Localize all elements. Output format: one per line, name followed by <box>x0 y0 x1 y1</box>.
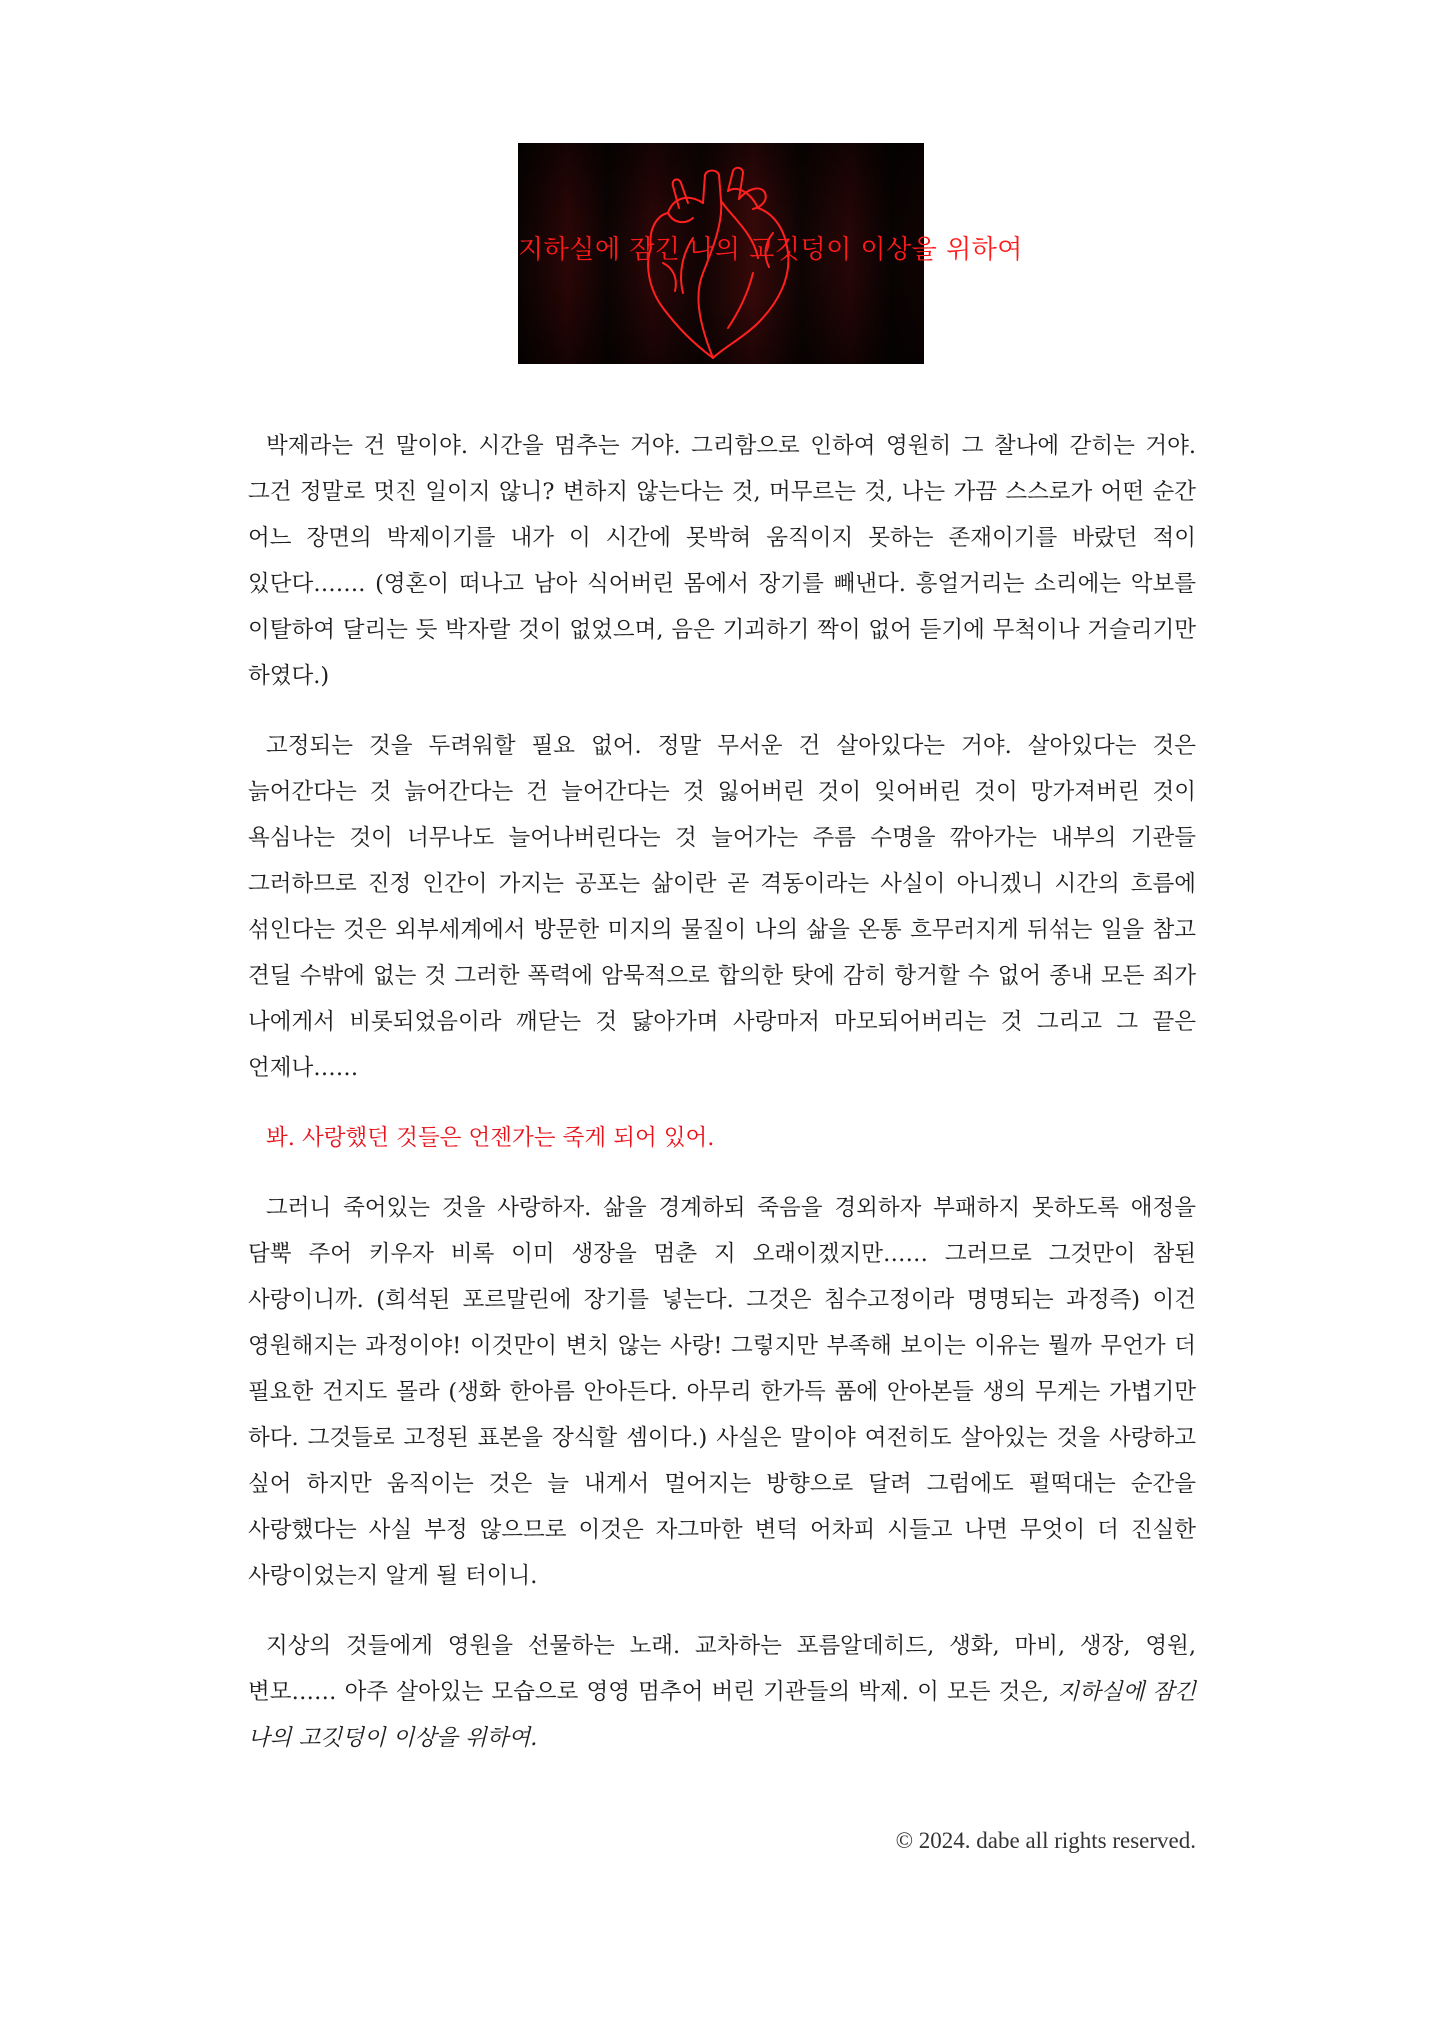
paragraph-3-highlight: 봐. 사랑했던 것들은 언젠가는 죽게 되어 있어. <box>266 1125 715 1151</box>
paragraph-5-emphasis: 지하실에 잠긴 나의 고깃덩이 이상을 위하여. <box>248 1679 1197 1751</box>
copyright-notice: © 2024. dabe all rights reserved. <box>895 1828 1196 1853</box>
paragraph-2: 고정되는 것을 두려워할 필요 없어. 정말 무서운 건 살아있다는 거야. 살아있다는 것은 늙어간다는 것 늙어간다는 건 늘어간다는 것 잃어버린 것이 잊어버린 것이 망가져버린 것이 욕심나는 것이 너무나도 늘어나버린다는 것 늘어가는 주름 수명을 깎아가는 내부의 기관들 그러하므로 진정 인간이 가지는 공포는 삶이란 곧 격동이라는 사실이 아니겠니 시간의 흐름에 섞인다는 것은 외부세계에서 방문한 미지의 물질이 나의 삶을 온통 흐무러지게 뒤섞는 일을 참고 견딜 수밖에 없는 것 그러한 폭력에 암묵적으로 합의한 탓에 감히 항거할 수 없어 종내 모든 죄가 나에게서 비롯되었음이라 깨닫는 것 닳아가며 사랑마저 마모되어버리는 것 그리고 그 끝은 언제나…… <box>248 733 1196 1081</box>
story-body <box>248 423 1196 1761</box>
paragraph-4: 그러니 죽어있는 것을 사랑하자. 삶을 경계하되 죽음을 경외하자 부패하지 못하도록 애정을 담뿍 주어 키우자 비록 이미 생장을 멈춘 지 오래이겠지만…… 그러므로 그것만이 참된 사랑이니까. (희석된 포르말린에 장기를 넣는다. 그것은 침수고정이라 명명되는 과정즉) 이건 영원해지는 과정이야! 이것만이 변치 않는 사랑! 그렇지만 부족해 보이는 이유는 뭘까 무언가 더 필요한 건지도 몰라 (생화 한아름 안아든다. 아무리 한가득 품에 안아본들 생의 무게는 가볍기만 하다. 그것들로 고정된 표본을 장식할 셈이다.) 사실은 말이야 여전히도 살아있는 것을 사랑하고 싶어 하지만 움직이는 것은 늘 내게서 멀어지는 방향으로 달려 그럼에도 펄떡대는 순간을 사랑했다는 사실 부정 않으므로 이것은 자그마한 변덕 어차피 시들고 나면 무엇이 더 진실한 사랑이었는지 알게 될 터이니. <box>248 1195 1196 1589</box>
paragraph-1: 박제라는 건 말이야. 시간을 멈추는 거야. 그리함으로 인하여 영원히 그 찰나에 갇히는 거야. 그건 정말로 멋진 일이지 않니? 변하지 않는다는 것, 머무르는 것, 나는 가끔 스스로가 어떤 순간 어느 장면의 박제이기를 내가 이 시간에 못박혀 움직이지 못하는 존재이기를 바랐던 적이 있단다……. (영혼이 떠나고 남아 식어버린 몸에서 장기를 빼낸다. 흥얼거리는 소리에는 악보를 이탈하여 달리는 듯 박자랄 것이 없었으며, 음은 기괴하기 짝이 없어 듣기에 무척이나 거슬리기만 하였다.) <box>248 433 1196 689</box>
paragraph-5-text: 지상의 것들에게 영원을 선물하는 노래. 교차하는 포름알데히드, 생화, 마비, 생장, 영원, 변모…… 아주 살아있는 모습으로 영영 멈추어 버린 기관들의 박제. 이 모든 것은, <box>248 1633 1196 1705</box>
title-banner <box>518 143 1023 364</box>
paragraph-5 <box>248 1623 1196 1761</box>
banner-title: 지하실에 잠긴 나의 고깃덩이 이상을 위하여 <box>518 235 1023 265</box>
